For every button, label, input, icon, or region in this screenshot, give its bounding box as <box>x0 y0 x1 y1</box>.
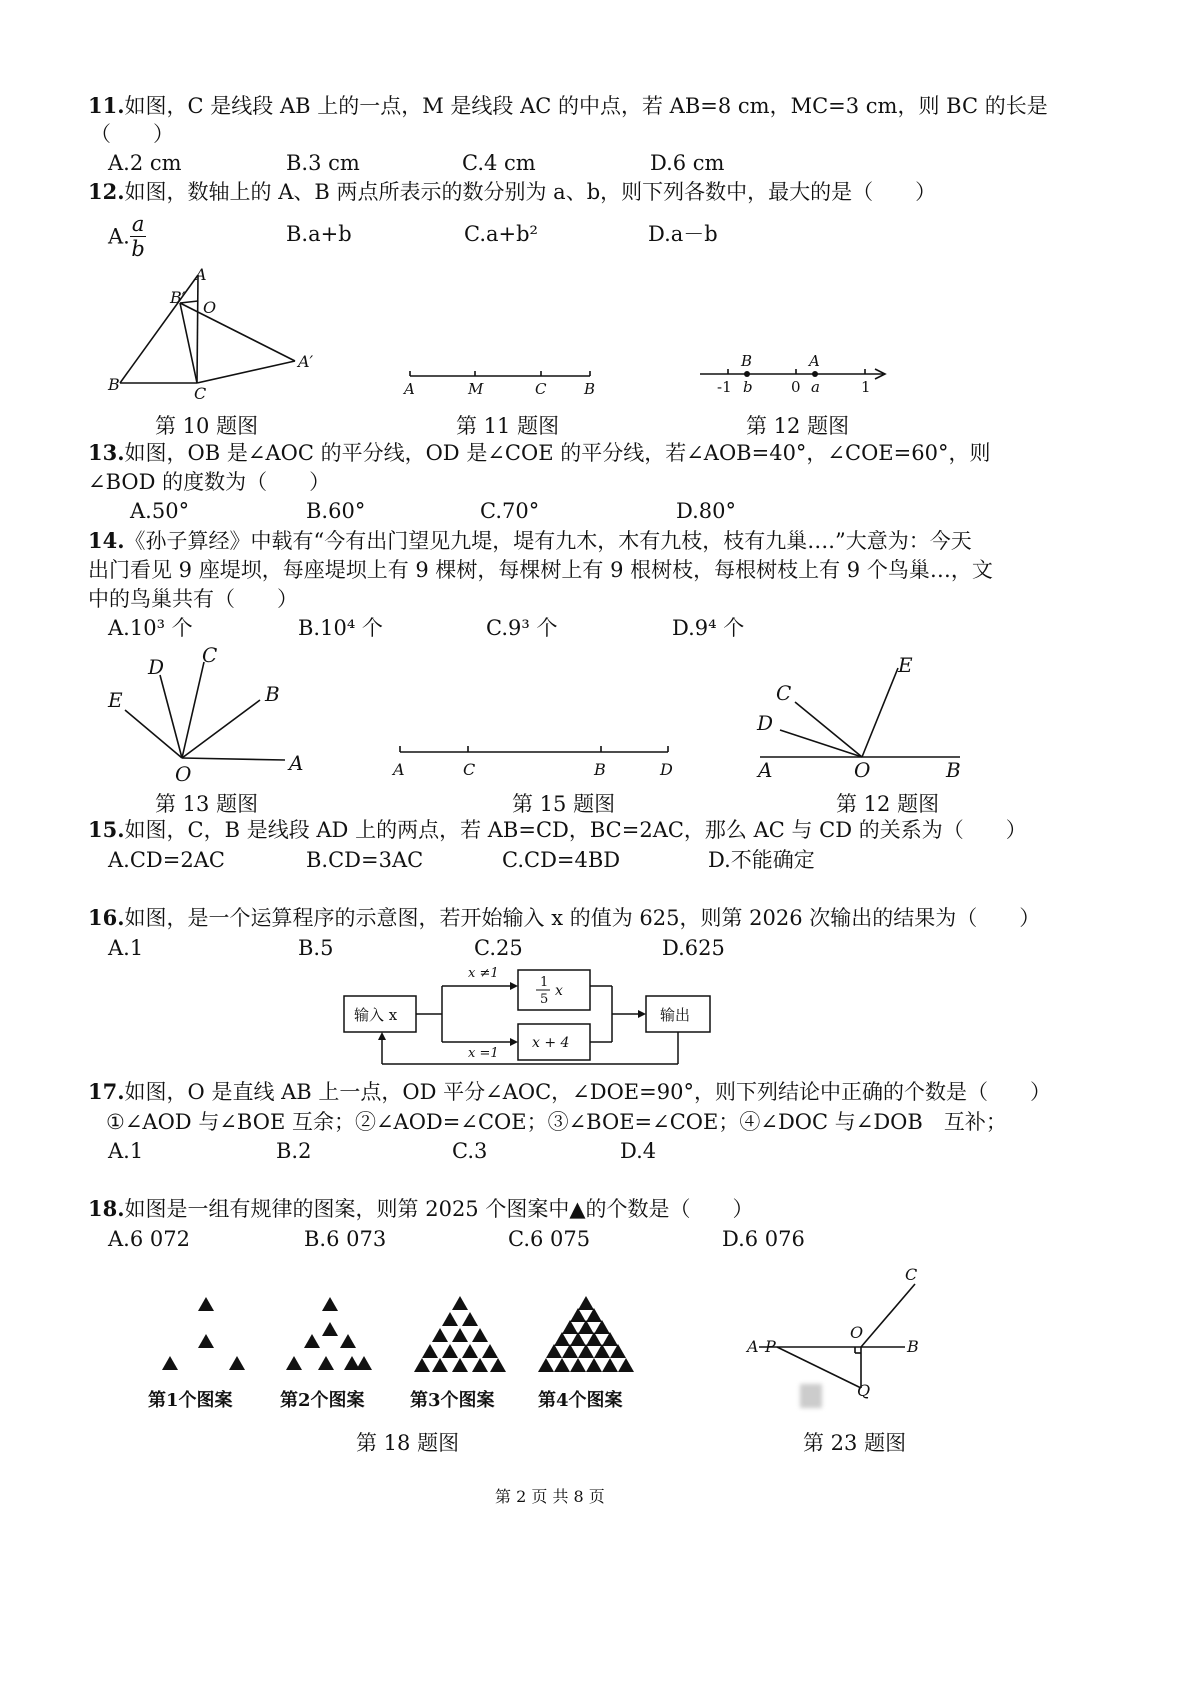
q11-option-b: B.3 cm <box>286 151 360 175</box>
fig12-caption-a: 第 12 题图 <box>746 414 850 438</box>
q16-option-d: D.625 <box>662 936 725 960</box>
fig11-caption: 第 11 题图 <box>456 414 560 438</box>
flow-box-top-var: x <box>555 983 563 999</box>
fig23-label-o: O <box>850 1323 864 1342</box>
q18-number: 18. <box>88 1196 125 1221</box>
page-footer: 第 2 页 共 8 页 <box>495 1487 605 1506</box>
q17-number: 17. <box>88 1079 125 1104</box>
q12-line: 12.如图，数轴上的 A、B 两点所表示的数分别为 a、b，则下列各数中，最大的是（ ） <box>88 179 937 204</box>
fig12b-label-b: B <box>946 758 961 782</box>
q13-number: 13. <box>88 440 125 465</box>
figure-13 <box>100 640 320 785</box>
q16-option-a: A.1 <box>108 936 144 960</box>
q16-option-b: B.5 <box>298 936 334 960</box>
flow-box-top-num: 1 <box>540 975 549 990</box>
fig13-caption: 第 13 题图 <box>155 792 259 816</box>
fig11-label-b: B <box>584 380 596 398</box>
flow-box-bottom: x + 4 <box>532 1035 570 1051</box>
fig12-tick-1: 1 <box>861 378 871 396</box>
q13-line1: 13.如图，OB 是∠AOC 的平分线，OD 是∠COE 的平分线，若∠AOB=40°，∠COE=60°，则 <box>88 440 991 465</box>
figure-10 <box>100 265 330 405</box>
figure-12-number-line <box>695 352 895 397</box>
fig23-caption: 第 23 题图 <box>803 1431 907 1455</box>
q14-line1: 14.《孙子算经》中载有“今有出门望见九堤，堤有九木，木有九枝，枝有九巢….”大意为：今天 <box>88 528 972 553</box>
q14-option-a: A.10³ 个 <box>108 616 193 640</box>
flow-cond-top: x ≠1 <box>468 966 499 981</box>
fig23-label-q: Q <box>857 1381 871 1400</box>
q13-option-d: D.80° <box>676 499 736 523</box>
fig13-label-e: E <box>108 688 123 712</box>
fig10-label-b-prime: B′ <box>170 288 186 307</box>
q15-number: 15. <box>88 817 125 842</box>
q15-option-a: A.CD=2AC <box>108 848 225 872</box>
fig12b-label-c: C <box>776 681 792 705</box>
q17-line2: ①∠AOD 与∠BOE 互余；②∠AOD=∠COE；③∠BOE=∠COE；④∠DOC 与∠DOB 互补； <box>106 1110 1007 1134</box>
fig12-tick-0: 0 <box>791 378 801 396</box>
fig13-label-a: A <box>289 751 304 775</box>
q11-option-d: D.6 cm <box>650 151 725 175</box>
q13-option-a: A.50° <box>130 499 190 523</box>
q15-line: 15.如图，C，B 是线段 AD 上的两点，若 AB=CD，BC=2AC，那么 AC 与 CD 的关系为（ ） <box>88 817 1027 842</box>
q18-option-a: A.6 072 <box>108 1227 190 1251</box>
q17-option-c: C.3 <box>452 1139 488 1163</box>
fig12-label-a: A <box>809 352 820 370</box>
q11-line1: 11.如图，C 是线段 AB 上的一点，M 是线段 AC 的中点，若 AB=8 cm，MC=3 cm，则 BC 的长是 <box>88 93 1048 118</box>
q13-option-b: B.60° <box>306 499 366 523</box>
q14-number: 14. <box>88 528 125 553</box>
q18-option-c: C.6 075 <box>508 1227 591 1251</box>
fig13-label-d: D <box>148 655 165 679</box>
fig23-label-a: A <box>747 1337 759 1356</box>
fig12-tick-neg1: -1 <box>717 378 732 396</box>
fig12-label-a-var: a <box>811 378 820 396</box>
q16-flowchart <box>340 962 730 1070</box>
figure-15 <box>390 742 680 777</box>
q13-option-c: C.70° <box>480 499 540 523</box>
q14-line2: 出门看见 9 座堤坝，每座堤坝上有 9 棵树，每棵树上有 9 根树枝，每根树枝上有 9 个鸟巢…，文 <box>88 558 993 582</box>
pattern-3 <box>414 1296 506 1372</box>
q13-line2: ∠BOD 的度数为（ ） <box>88 470 331 494</box>
q18-option-b: B.6 073 <box>304 1227 387 1251</box>
pattern-2 <box>286 1297 372 1370</box>
flow-input-label: 输入 x <box>354 1006 398 1024</box>
q18-line: 18.如图是一组有规律的图案，则第 2025 个图案中▲的个数是（ ） <box>88 1196 754 1221</box>
fig10-caption: 第 10 题图 <box>155 414 259 438</box>
fig13-label-c: C <box>202 643 218 667</box>
q18-option-d: D.6 076 <box>722 1227 805 1251</box>
fig12b-label-d: D <box>757 711 774 735</box>
q12-number: 12. <box>88 179 125 204</box>
fig15-label-a: A <box>393 760 405 779</box>
flow-cond-bottom: x =1 <box>468 1046 499 1061</box>
q17-line1: 17.如图，O 是直线 AB 上一点，OD 平分∠AOC，∠DOE=90°，则下列结论中正确的个数是（ ） <box>88 1079 1051 1104</box>
q15-option-b: B.CD=3AC <box>306 848 424 872</box>
pattern-3-label: 第3个图案 <box>410 1390 495 1411</box>
q17-option-d: D.4 <box>620 1139 657 1163</box>
fig15-caption: 第 15 题图 <box>512 792 616 816</box>
fig12b-label-o: O <box>854 758 871 782</box>
fig23-label-c: C <box>905 1265 918 1284</box>
q12-fraction: $\frac{a}{b}$ <box>131 212 145 261</box>
fig10-label-a: A <box>195 265 207 284</box>
fig15-label-c: C <box>463 760 476 779</box>
q15-option-d: D.不能确定 <box>708 848 815 872</box>
q11-option-c: C.4 cm <box>462 151 536 175</box>
fig15-label-d: D <box>660 760 673 779</box>
q15-option-c: C.CD=4BD <box>502 848 621 872</box>
fig10-label-b: B <box>108 375 120 394</box>
q14-line3: 中的鸟巢共有（ ） <box>88 587 298 611</box>
figure-23 <box>745 1262 935 1400</box>
figure-18 <box>140 1290 660 1420</box>
pattern-1-label: 第1个图案 <box>148 1390 233 1411</box>
pattern-4 <box>538 1296 634 1372</box>
fig12-caption-b: 第 12 题图 <box>836 792 940 816</box>
q16-option-c: C.25 <box>474 936 523 960</box>
q12-option-c: C.a+b² <box>464 222 538 246</box>
pattern-2-label: 第2个图案 <box>280 1390 365 1411</box>
flow-output-label: 输出 <box>660 1006 691 1024</box>
fig11-label-m: M <box>468 380 484 398</box>
fig11-label-c: C <box>535 380 547 398</box>
q16-line: 16.如图，是一个运算程序的示意图，若开始输入 x 的值为 625，则第 2026 次输出的结果为（ ） <box>88 905 1041 930</box>
q16-number: 16. <box>88 905 125 930</box>
q14-option-b: B.10⁴ 个 <box>298 616 383 640</box>
q12-option-d: D.a－b <box>648 222 718 246</box>
fig12b-label-a: A <box>758 758 773 782</box>
fig18-caption: 第 18 题图 <box>356 1431 460 1455</box>
q17-option-b: B.2 <box>276 1139 312 1163</box>
fig12-label-b: B <box>741 352 753 370</box>
fig11-label-a: A <box>404 380 415 398</box>
q14-option-d: D.9⁴ 个 <box>672 616 745 640</box>
pattern-1 <box>162 1297 245 1370</box>
fig10-label-a-prime: A′ <box>298 352 314 371</box>
figure-12-angles <box>750 650 970 785</box>
q12-option-a: A. $\frac{a}{b}$ <box>108 212 145 261</box>
q12-option-b: B.a+b <box>286 222 352 246</box>
q11-number: 11. <box>88 93 125 118</box>
fig23-label-p: P <box>765 1337 776 1356</box>
fig15-label-b: B <box>594 760 606 779</box>
figure-11 <box>400 368 610 398</box>
fig12b-label-e: E <box>898 653 913 677</box>
q11-option-a: A.2 cm <box>108 151 182 175</box>
pattern-4-label: 第4个图案 <box>538 1390 623 1411</box>
q14-option-c: C.9³ 个 <box>486 616 558 640</box>
q11-line2: （ ） <box>90 122 174 146</box>
q17-option-a: A.1 <box>108 1139 144 1163</box>
blurred-mark <box>800 1384 822 1408</box>
fig13-label-b: B <box>265 682 280 706</box>
fig12-label-b-var: b <box>743 378 753 396</box>
flow-box-top-den: 5 <box>540 992 549 1007</box>
fig10-label-c: C <box>194 384 207 403</box>
fig10-label-o: O <box>203 298 217 317</box>
fig23-label-b: B <box>907 1337 919 1356</box>
fig13-label-o: O <box>175 762 192 786</box>
